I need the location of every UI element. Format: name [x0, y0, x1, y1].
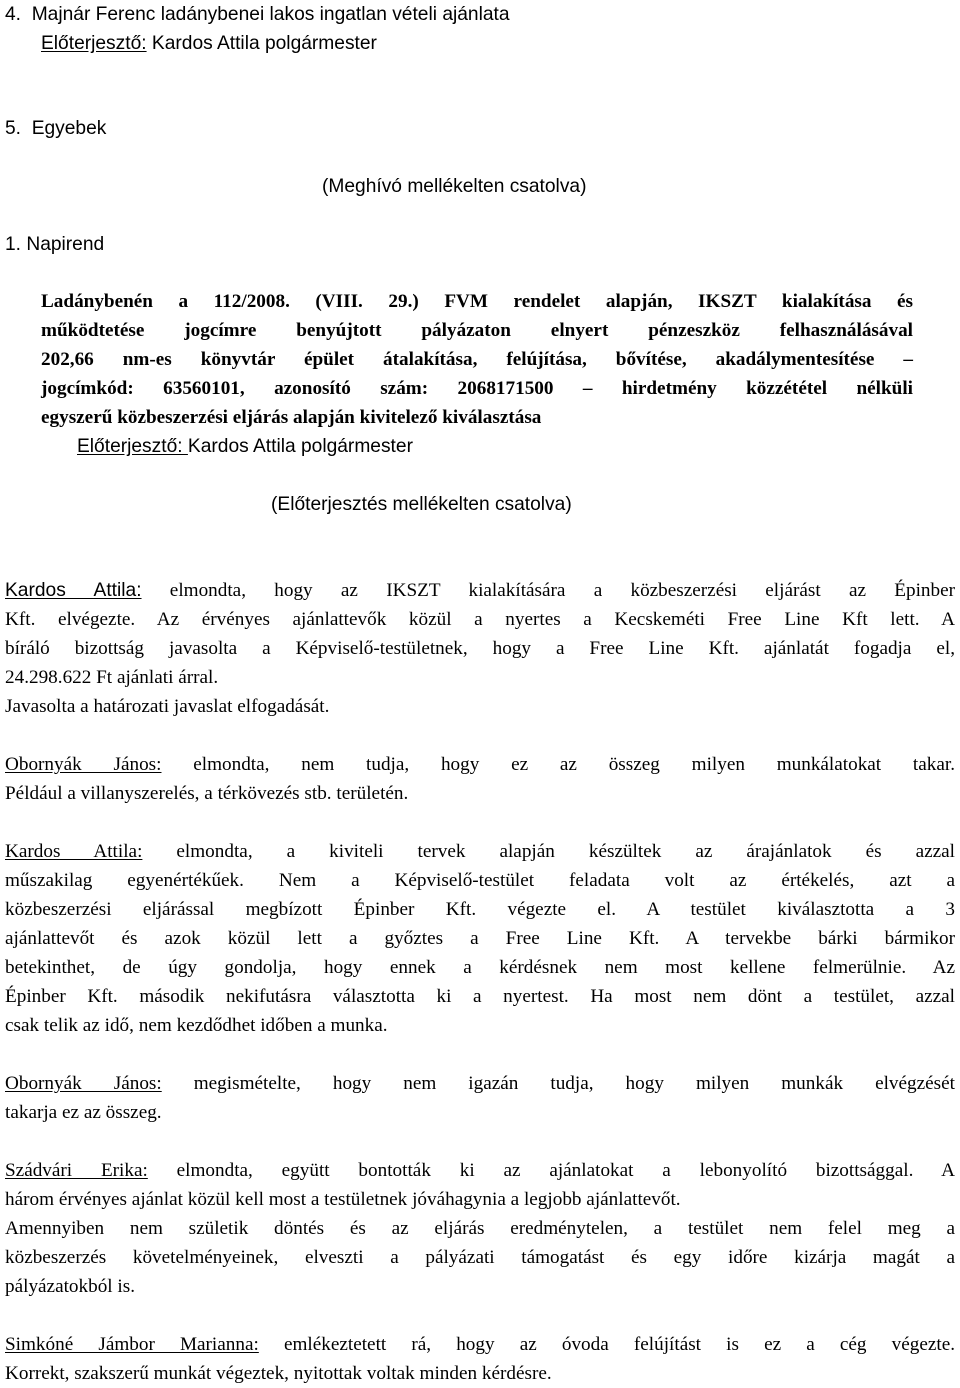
- minutes-line: közbeszerzési eljárással megbízott Épinber Kft. végezte el. A testület kiválasztotta a 3: [5, 899, 955, 920]
- agenda-item-number: 4.: [5, 4, 22, 25]
- napirend-title-line: működtetése jogcímre benyújtott pályázaton elnyert pénzeszköz felhasználásával: [41, 320, 913, 341]
- minutes-line: ajánlattevőt és azok közül lett a győztes a Free Line Kft. A tervekbe bárki bármikor: [5, 928, 955, 949]
- napirend-title-line: Ladánybenén a 112/2008. (VIII. 29.) FVM rendelet alapján, IKSZT kialakítása és: [41, 291, 913, 312]
- minutes-line: pályázatokból is.: [5, 1276, 136, 1297]
- minutes-line: takarja ez az összeg.: [5, 1102, 162, 1123]
- napirend-title-line: jogcímkód: 63560101, azonosító szám: 2068171500 – hirdetmény közzététel nélküli: [41, 378, 913, 399]
- agenda-item-4: [5, 5, 510, 24]
- minutes-line: 24.298.622 Ft ajánlati árral.: [5, 667, 219, 688]
- minutes-line: betekinthet, de úgy gondolja, hogy ennek a kérdésnek nem most kellene felmerülnie. Az: [5, 957, 955, 978]
- minutes-line: műszakilag egyenértékűek. Nem a Képviselő-testület feladata volt az értékelés, azt a: [5, 870, 955, 891]
- speaker-name: Kardos Attila:: [5, 841, 143, 862]
- napirend-title-line: 202,66 nm-es könyvtár épület átalakítása, felújítása, bővítése, akadálymentesítése –: [41, 349, 913, 370]
- minutes-line: Javasolta a határozati javaslat elfogadását.: [5, 696, 330, 717]
- minutes-line: Simkóné Jámbor Marianna: emlékeztetett rá, hogy az óvoda felújítást is ez a cég végezte.: [5, 1334, 956, 1355]
- presenter-name: Kardos Attila polgármester: [187, 436, 413, 457]
- minutes-line: Szádvári Erika: elmondta, együtt bontották ki az ajánlatokat a lebonyolító bizottsággal. A: [5, 1160, 955, 1181]
- invitation-note: (Meghívó mellékelten csatolva): [322, 176, 587, 197]
- minutes-line: Obornyák János: megismételte, hogy nem igazán tudja, hogy milyen munkák elvégzését: [5, 1073, 955, 1094]
- minutes-line: Obornyák János: elmondta, nem tudja, hogy ez az összeg milyen munkálatokat takar.: [5, 754, 955, 775]
- napirend-title-line: egyszerű közbeszerzési eljárás alapján kivitelező kiválasztása: [41, 407, 542, 428]
- minutes-line: Korrekt, szakszerű munkát végeztek, nyitottak voltak minden kérdésre.: [5, 1363, 552, 1384]
- napirend-presenter: [77, 437, 413, 456]
- agenda-item-4-presenter: [41, 34, 377, 53]
- speaker-name: Szádvári Erika:: [5, 1160, 148, 1181]
- speaker-name: Simkóné Jámbor Marianna:: [5, 1334, 259, 1355]
- minutes-line: Kardos Attila: elmondta, a kiviteli tervek alapján készültek az árajánlatok és azzal: [5, 841, 956, 862]
- napirend-heading: 1. Napirend: [5, 234, 105, 255]
- agenda-item-number: 5.: [5, 118, 22, 139]
- minutes-line: közbeszerzés követelményeinek, elveszti a pályázati támogatást és egy időre kizárja magát a: [5, 1247, 955, 1268]
- attachment-note: (Előterjesztés mellékelten csatolva): [271, 494, 572, 515]
- minutes-line: három érvényes ajánlat közül kell most a testületnek jóváhagynia a legjobb ajánlattevőt.: [5, 1189, 681, 1210]
- speaker-name: Obornyák János:: [5, 1073, 162, 1094]
- presenter-name: Kardos Attila polgármester: [146, 33, 377, 54]
- presenter-label: Előterjesztő:: [77, 436, 188, 457]
- presenter-label: Előterjesztő:: [41, 33, 147, 54]
- speaker-name: Obornyák János:: [5, 754, 162, 775]
- minutes-line: bíráló bizottság javasolta a Képviselő-testületnek, hogy a Free Line Kft. ajánlatát fogadja el,: [5, 638, 955, 659]
- minutes-line: Amennyiben nem születik döntés és az eljárás eredménytelen, a testület nem felel meg a: [5, 1218, 955, 1239]
- agenda-item-5: [5, 119, 106, 138]
- minutes-line: Kardos Attila: elmondta, hogy az IKSZT kialakítására a közbeszerzési eljárást az Épinber: [5, 580, 955, 601]
- agenda-item-title: Majnár Ferenc ladánybenei lakos ingatlan vételi ajánlata: [31, 4, 510, 25]
- agenda-item-title: Egyebek: [31, 118, 107, 139]
- minutes-line: csak telik az idő, nem kezdődhet időben a munka.: [5, 1015, 388, 1036]
- speaker-name: Kardos Attila:: [5, 580, 142, 601]
- minutes-line: Épinber Kft. második nekifutásra választotta ki a nyertest. Ha most nem dönt a testület, azzal: [5, 986, 955, 1007]
- minutes-line: Például a villanyszerelés, a térkövezés stb. területén.: [5, 783, 409, 804]
- minutes-line: Kft. elvégezte. Az érvényes ajánlattevők közül a nyertes a Kecskeméti Free Line Kft lett. A: [5, 609, 955, 630]
